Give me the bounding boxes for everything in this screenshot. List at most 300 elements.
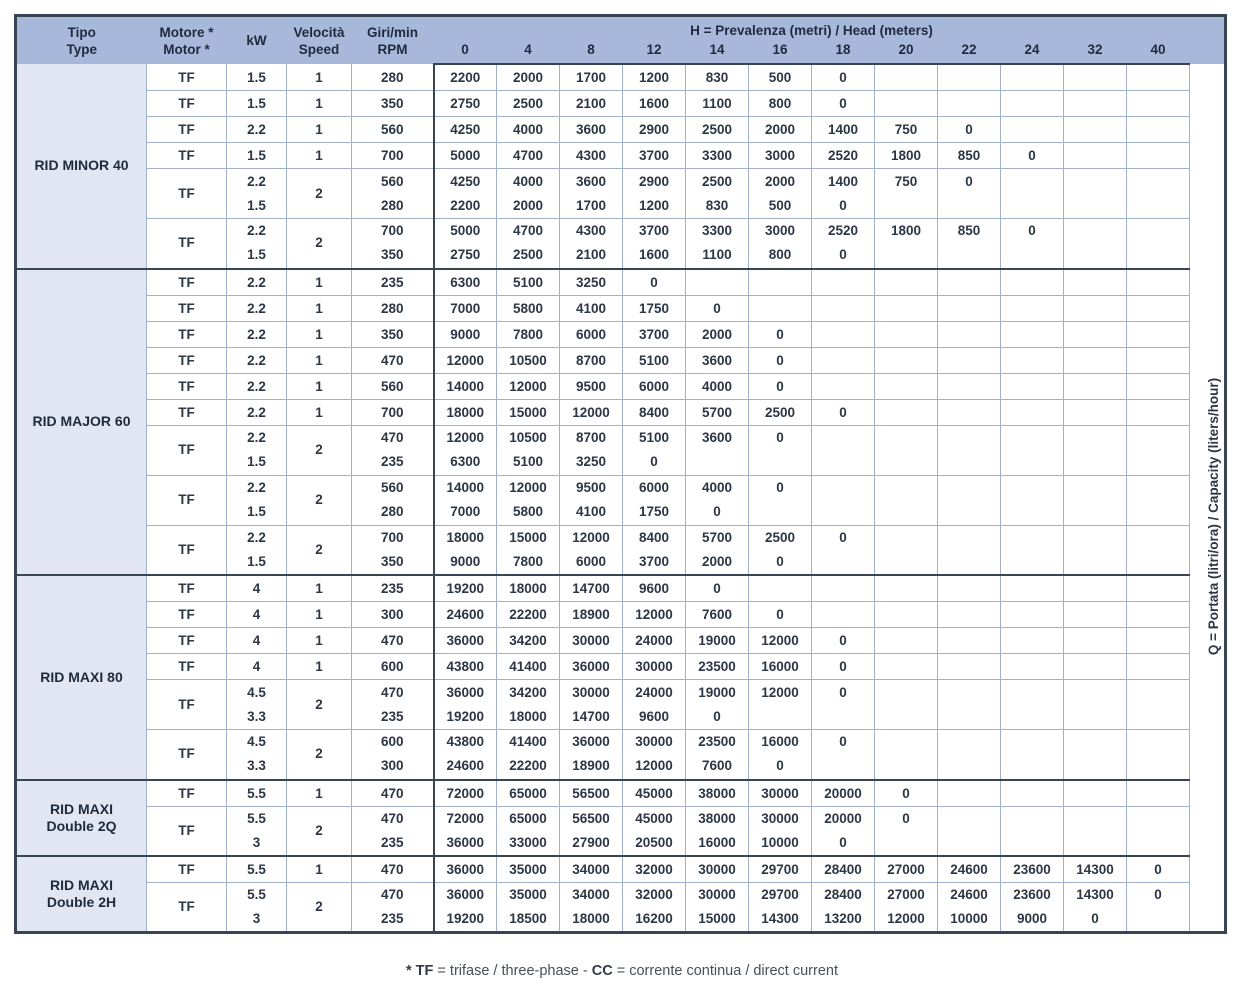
motor-cell: TF (147, 399, 227, 425)
capacity-cell: 3300 1100 (686, 219, 749, 269)
capacity-cell (749, 269, 812, 296)
footnote-mid: = trifase / three-phase - (433, 963, 592, 979)
capacity-cell: 0 (1001, 143, 1064, 169)
capacity-cell: 4000 2000 (497, 169, 560, 219)
capacity-cell (812, 475, 875, 525)
capacity-cell (1064, 143, 1127, 169)
capacity-cell (1001, 117, 1064, 143)
header-rpm-line1: Giri/min (366, 24, 418, 40)
capacity-cell: 0 (812, 628, 875, 654)
kw-cell: 2.2 1.5 (227, 525, 287, 575)
kw-cell: 5.5 (227, 780, 287, 807)
capacity-cell: 3600 1700 (560, 169, 623, 219)
capacity-cell: 4700 (497, 143, 560, 169)
capacity-cell (875, 475, 938, 525)
capacity-cell: 2000 (749, 117, 812, 143)
capacity-cell: 5700 (686, 399, 749, 425)
capacity-cell: 45000 20500 (623, 806, 686, 856)
capacity-cell: 2000 500 (749, 169, 812, 219)
capacity-cell: 4250 2200 (434, 169, 497, 219)
capacity-cell: 72000 (434, 780, 497, 807)
capacity-cell (875, 295, 938, 321)
header-tipo-line2: Type (66, 41, 97, 57)
speed-cell: 2 (287, 525, 352, 575)
capacity-cell (1001, 806, 1064, 856)
capacity-cell: 45000 (623, 780, 686, 807)
capacity-cell: 29700 (749, 856, 812, 883)
capacity-cell: 3000 800 (749, 219, 812, 269)
capacity-cell: 23500 7600 (686, 730, 749, 780)
capacity-cell (1001, 730, 1064, 780)
capacity-cell: 32000 16200 (623, 883, 686, 933)
capacity-cell (938, 525, 1001, 575)
capacity-cell: 12000 (560, 399, 623, 425)
capacity-cell: 6000 (560, 321, 623, 347)
capacity-cell (1001, 64, 1064, 91)
capacity-cell: 1750 (623, 295, 686, 321)
capacity-cell (1001, 425, 1064, 475)
speed-cell: 1 (287, 602, 352, 628)
kw-cell: 2.2 (227, 117, 287, 143)
capacity-cell (938, 475, 1001, 525)
table-row (16, 628, 1226, 654)
speed-cell: 2 (287, 169, 352, 219)
table-row (16, 680, 1226, 730)
capacity-cell: 10500 5100 (497, 425, 560, 475)
capacity-cell (812, 425, 875, 475)
capacity-cell (875, 373, 938, 399)
motor-cell: TF (147, 680, 227, 730)
capacity-cell: 12000 (497, 373, 560, 399)
capacity-cell: 23500 (686, 654, 749, 680)
header-speed-line1: Velocità (293, 24, 345, 40)
capacity-cell: 4300 2100 (560, 219, 623, 269)
capacity-cell (938, 680, 1001, 730)
capacity-cell (938, 373, 1001, 399)
capacity-cell: 2200 (434, 64, 497, 91)
motor-cell: TF (147, 295, 227, 321)
rpm-cell: 600 300 (352, 730, 434, 780)
capacity-cell: 36000 19200 (434, 680, 497, 730)
capacity-cell: 2520 (812, 143, 875, 169)
capacity-cell: 12000 6000 (560, 525, 623, 575)
capacity-cell: 0 (812, 730, 875, 780)
capacity-cell (1064, 399, 1127, 425)
capacity-cell (1001, 295, 1064, 321)
capacity-cell (875, 654, 938, 680)
capacity-cell: 15000 7800 (497, 525, 560, 575)
speed-cell: 1 (287, 347, 352, 373)
table-row (16, 373, 1226, 399)
capacity-cell: 9500 4100 (560, 475, 623, 525)
capacity-cell: 1600 (623, 91, 686, 117)
capacity-cell (875, 269, 938, 296)
capacity-cell: 4250 (434, 117, 497, 143)
capacity-cell (938, 425, 1001, 475)
capacity-cell: 8400 3700 (623, 525, 686, 575)
motor-cell: TF (147, 602, 227, 628)
capacity-cell: 0 (875, 780, 938, 807)
speed-cell: 1 (287, 91, 352, 117)
capacity-cell: 22200 (497, 602, 560, 628)
kw-cell: 2.2 (227, 399, 287, 425)
capacity-cell (1064, 475, 1127, 525)
speed-cell: 1 (287, 269, 352, 296)
capacity-cell (812, 373, 875, 399)
speed-cell: 2 (287, 425, 352, 475)
capacity-cell (1064, 628, 1127, 654)
capacity-cell: 4000 (686, 373, 749, 399)
capacity-cell (812, 295, 875, 321)
footnote-star: * (406, 963, 416, 979)
rpm-cell: 470 (352, 347, 434, 373)
capacity-cell (1001, 628, 1064, 654)
table-header (16, 16, 1226, 65)
capacity-cell (1064, 680, 1127, 730)
capacity-cell (875, 525, 938, 575)
capacity-cell: 18000 (434, 399, 497, 425)
capacity-cell: 5100 (623, 347, 686, 373)
capacity-cell (1064, 525, 1127, 575)
speed-cell: 2 (287, 806, 352, 856)
kw-cell: 4 (227, 654, 287, 680)
capacity-cell: 27000 12000 (875, 883, 938, 933)
head-column-8: 8 (560, 40, 623, 64)
capacity-cell: 12000 (623, 602, 686, 628)
head-column-12: 12 (623, 40, 686, 64)
motor-cell: TF (147, 143, 227, 169)
capacity-cell: 2100 (560, 91, 623, 117)
capacity-cell (1001, 169, 1064, 219)
capacity-cell (1064, 602, 1127, 628)
capacity-cell (1064, 347, 1127, 373)
capacity-cell: 43800 (434, 654, 497, 680)
capacity-cell: 0 (812, 64, 875, 91)
capacity-cell (812, 321, 875, 347)
capacity-cell (938, 91, 1001, 117)
capacity-cell: 23600 (1001, 856, 1064, 883)
capacity-cell (1127, 143, 1190, 169)
capacity-cell (1127, 373, 1190, 399)
capacity-cell: 5100 0 (623, 425, 686, 475)
capacity-cell (1001, 269, 1064, 296)
footnote-tf: TF (415, 963, 434, 979)
capacity-cell: 34200 (497, 628, 560, 654)
capacity-cell: 4000 (497, 117, 560, 143)
motor-cell: TF (147, 321, 227, 347)
capacity-cell: 30000 12000 (623, 730, 686, 780)
capacity-cell: 10500 (497, 347, 560, 373)
capacity-cell: 30000 (560, 628, 623, 654)
rpm-cell: 470 (352, 628, 434, 654)
capacity-cell (1064, 91, 1127, 117)
capacity-cell: 5100 (497, 269, 560, 296)
head-column-14: 14 (686, 40, 749, 64)
capacity-cell (938, 399, 1001, 425)
capacity-cell: 0 (1127, 856, 1190, 883)
motor-cell: TF (147, 525, 227, 575)
speed-cell: 2 (287, 475, 352, 525)
capacity-cell: 3700 1600 (623, 219, 686, 269)
capacity-cell: 35000 (497, 856, 560, 883)
capacity-cell: 0 (749, 321, 812, 347)
capacity-cell: 2000 (497, 64, 560, 91)
capacity-cell: 20000 (812, 780, 875, 807)
table-row (16, 219, 1226, 269)
capacity-cell (938, 780, 1001, 807)
header-speed-line2: Speed (298, 41, 340, 57)
head-title-symbol: H (690, 23, 700, 38)
rpm-cell: 600 (352, 654, 434, 680)
capacity-cell: 34000 (560, 856, 623, 883)
table-row (16, 321, 1226, 347)
capacity-cell: 0 (623, 269, 686, 296)
capacity-cell (938, 295, 1001, 321)
section-label: RID MINOR 40 (16, 64, 147, 269)
capacity-cell: 18000 9000 (434, 525, 497, 575)
capacity-cell: 5000 (434, 143, 497, 169)
motor-cell: TF (147, 169, 227, 219)
speed-cell: 1 (287, 575, 352, 602)
speed-cell: 2 (287, 883, 352, 933)
capacity-cell: 4300 (560, 143, 623, 169)
rpm-cell: 470 235 (352, 883, 434, 933)
capacity-cell (1064, 64, 1127, 91)
capacity-cell: 14300 (1064, 856, 1127, 883)
capacity-cell: 38000 (686, 780, 749, 807)
motor-cell: TF (147, 475, 227, 525)
capacity-cell: 1400 (812, 117, 875, 143)
rpm-cell: 470 235 (352, 680, 434, 730)
capacity-cell (1127, 806, 1190, 856)
table-row (16, 856, 1226, 883)
capacity-cell (1127, 169, 1190, 219)
table-row (16, 399, 1226, 425)
capacity-cell: 24600 (938, 856, 1001, 883)
capacity-cell: 3600 (686, 425, 749, 475)
rpm-cell: 560 280 (352, 169, 434, 219)
capacity-cell: 2000 (686, 321, 749, 347)
speed-cell: 2 (287, 680, 352, 730)
kw-cell: 5.5 (227, 856, 287, 883)
rpm-cell: 470 235 (352, 425, 434, 475)
capacity-cell (875, 399, 938, 425)
capacity-cell: 6000 1750 (623, 475, 686, 525)
head-column-22: 22 (938, 40, 1001, 64)
capacity-cell (749, 295, 812, 321)
kw-cell: 2.2 (227, 295, 287, 321)
motor-cell: TF (147, 856, 227, 883)
capacity-cell: 0 (749, 475, 812, 525)
speed-cell: 1 (287, 628, 352, 654)
table-row (16, 117, 1226, 143)
speed-cell: 1 (287, 64, 352, 91)
capacity-cell: 2900 (623, 117, 686, 143)
kw-cell: 2.2 1.5 (227, 219, 287, 269)
capacity-cell: 8700 3250 (560, 425, 623, 475)
kw-cell: 2.2 1.5 (227, 169, 287, 219)
header-tipo-line1: Tipo (67, 24, 96, 40)
capacity-cell (1127, 64, 1190, 91)
kw-cell: 4 (227, 628, 287, 654)
capacity-cell: 16000 (749, 654, 812, 680)
capacity-cell: 1100 (686, 91, 749, 117)
capacity-cell: 6000 (623, 373, 686, 399)
capacity-cell: 28400 (812, 856, 875, 883)
kw-cell: 1.5 (227, 143, 287, 169)
capacity-cell: 850 (938, 219, 1001, 269)
rpm-cell: 700 (352, 399, 434, 425)
table-row (16, 654, 1226, 680)
rpm-cell: 280 (352, 295, 434, 321)
capacity-cell (938, 806, 1001, 856)
capacity-cell: 3250 (560, 269, 623, 296)
capacity-cell: 830 (686, 64, 749, 91)
capacity-cell: 36000 18900 (560, 730, 623, 780)
capacity-cell: 8700 (560, 347, 623, 373)
capacity-cell (1127, 602, 1190, 628)
capacity-cell: 14300 0 (1064, 883, 1127, 933)
head-column-18: 18 (812, 40, 875, 64)
capacity-cell: 3600 (686, 347, 749, 373)
motor-cell: TF (147, 730, 227, 780)
capacity-cell: 30000 14700 (560, 680, 623, 730)
speed-cell: 1 (287, 143, 352, 169)
head-column-20: 20 (875, 40, 938, 64)
capacity-cell: 56500 (560, 780, 623, 807)
capacity-cell: 34000 18000 (560, 883, 623, 933)
motor-cell: TF (147, 117, 227, 143)
capacity-cell: 65000 33000 (497, 806, 560, 856)
capacity-cell: 56500 27900 (560, 806, 623, 856)
header-rpm-line2: RPM (377, 41, 408, 57)
capacity-cell: 30000 10000 (749, 806, 812, 856)
capacity-cell: 5000 2750 (434, 219, 497, 269)
capacity-cell (1001, 654, 1064, 680)
capacity-cell: 2500 0 (749, 525, 812, 575)
capacity-cell (938, 628, 1001, 654)
capacity-cell (1001, 525, 1064, 575)
capacity-cell: 750 (875, 169, 938, 219)
kw-cell: 2.2 1.5 (227, 425, 287, 475)
capacity-cell: 1400 0 (812, 169, 875, 219)
capacity-cell: 3000 (749, 143, 812, 169)
kw-cell: 4 (227, 602, 287, 628)
capacity-cell (938, 730, 1001, 780)
header-kw: kW (227, 16, 287, 65)
header-motor (147, 16, 227, 65)
rpm-cell: 560 (352, 117, 434, 143)
capacity-cell (1127, 219, 1190, 269)
speed-cell: 1 (287, 295, 352, 321)
capacity-cell: 0 (938, 117, 1001, 143)
capacity-cell: 0 (1127, 883, 1190, 933)
capacity-cell (1064, 654, 1127, 680)
head-column-40: 40 (1127, 40, 1190, 64)
capacity-cell: 6300 (434, 269, 497, 296)
capacity-cell (875, 321, 938, 347)
capacity-cell (1127, 269, 1190, 296)
capacity-cell: 38000 16000 (686, 806, 749, 856)
header-q-column (1190, 16, 1226, 65)
head-column-24: 24 (1001, 40, 1064, 64)
speed-cell: 1 (287, 373, 352, 399)
kw-cell: 1.5 (227, 64, 287, 91)
capacity-cell (1064, 806, 1127, 856)
capacity-cell (1001, 373, 1064, 399)
capacity-cell (1127, 347, 1190, 373)
capacity-cell (1064, 169, 1127, 219)
capacity-cell: 5800 (497, 295, 560, 321)
capacity-cell (1064, 117, 1127, 143)
capacity-cell (1001, 347, 1064, 373)
kw-cell: 4 (227, 575, 287, 602)
capacity-cell: 7800 (497, 321, 560, 347)
capacity-cell: 0 (1001, 219, 1064, 269)
capacity-cell: 12000 (749, 628, 812, 654)
header-rpm (352, 16, 434, 65)
capacity-cell: 4700 2500 (497, 219, 560, 269)
capacity-cell (1127, 425, 1190, 475)
kw-cell: 4.5 3.3 (227, 680, 287, 730)
capacity-cell: 24600 (434, 602, 497, 628)
capacity-cell (1001, 680, 1064, 730)
rpm-cell: 300 (352, 602, 434, 628)
capacity-cell: 12000 (749, 680, 812, 730)
header-tipo (16, 16, 147, 65)
motor-cell: TF (147, 425, 227, 475)
capacity-cell (1064, 269, 1127, 296)
capacity-cell (1001, 321, 1064, 347)
table-row (16, 91, 1226, 117)
capacity-cell: 800 (749, 91, 812, 117)
capacity-cell (1001, 91, 1064, 117)
capacity-cell (938, 602, 1001, 628)
capacity-cell: 23600 9000 (1001, 883, 1064, 933)
capacity-cell (938, 347, 1001, 373)
capacity-cell (1127, 475, 1190, 525)
capacity-cell: 9000 (434, 321, 497, 347)
capacity-cell (875, 347, 938, 373)
capacity-cell (1001, 475, 1064, 525)
capacity-cell (1064, 321, 1127, 347)
capacity-cell (1127, 117, 1190, 143)
capacity-cell (875, 730, 938, 780)
capacity-cell (938, 575, 1001, 602)
rpm-cell: 560 (352, 373, 434, 399)
capacity-cell: 4000 0 (686, 475, 749, 525)
header-head-title (434, 16, 1190, 41)
speed-cell: 1 (287, 654, 352, 680)
capacity-cell: 1200 (623, 64, 686, 91)
capacity-cell: 24000 (623, 628, 686, 654)
capacity-cell: 0 (749, 347, 812, 373)
head-column-16: 16 (749, 40, 812, 64)
capacity-cell: 0 (749, 425, 812, 475)
capacity-label-symbol: Q (1206, 644, 1222, 655)
rpm-cell: 470 (352, 780, 434, 807)
section-label: RID MAXI Double 2H (16, 856, 147, 933)
capacity-cell: 30000 (749, 780, 812, 807)
speed-cell: 1 (287, 856, 352, 883)
capacity-cell (875, 91, 938, 117)
capacity-cell (1127, 628, 1190, 654)
capacity-label-text: = Portata (litri/ora) / Capacity (liters/hour) (1206, 377, 1222, 645)
capacity-cell (1001, 780, 1064, 807)
motor-cell: TF (147, 373, 227, 399)
capacity-cell: 27000 (875, 856, 938, 883)
capacity-cell (1127, 295, 1190, 321)
